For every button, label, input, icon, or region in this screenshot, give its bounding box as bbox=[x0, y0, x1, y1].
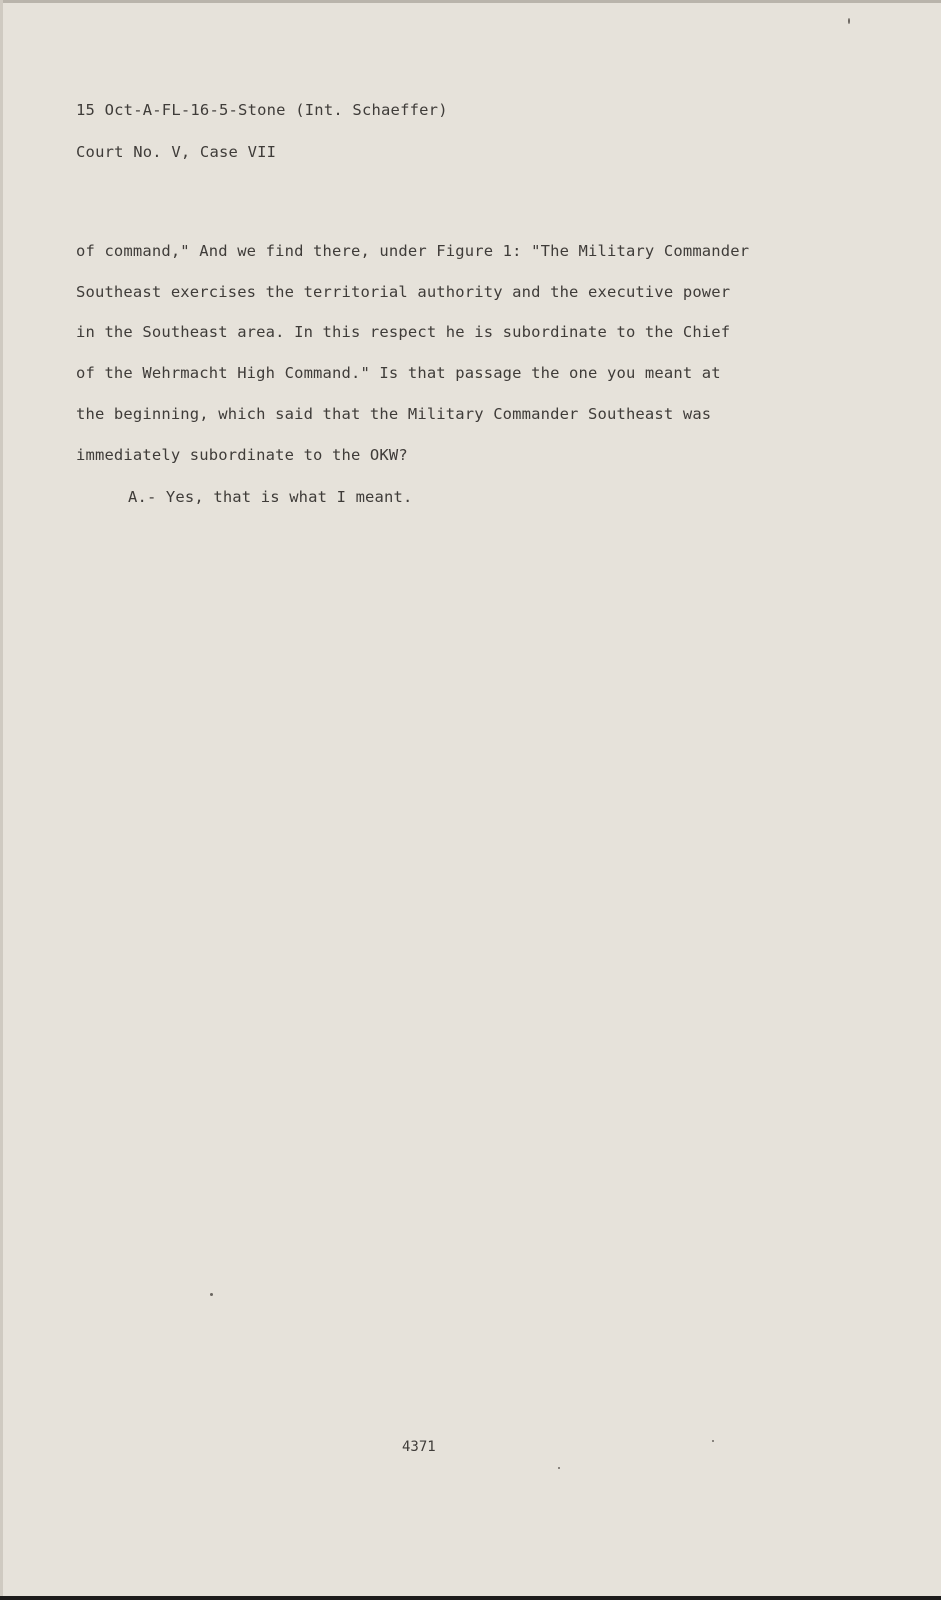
body-line: immediately subordinate to the OKW? bbox=[76, 446, 408, 464]
paper-speck bbox=[210, 1293, 213, 1296]
page-bottom-edge bbox=[0, 1596, 941, 1600]
paper-speck bbox=[848, 18, 850, 24]
body-line: of the Wehrmacht High Command." Is that passage the one you meant at bbox=[76, 364, 721, 382]
paper-speck bbox=[558, 1467, 560, 1469]
header-court-case: Court No. V, Case VII bbox=[76, 143, 277, 161]
body-line: in the Southeast area. In this respect he is subordinate to the Chief bbox=[76, 323, 731, 341]
body-line: of command," And we find there, under Figure 1: "The Military Commander bbox=[76, 242, 750, 260]
page-number: 4371 bbox=[402, 1439, 436, 1455]
answer-line: A.- Yes, that is what I meant. bbox=[128, 488, 413, 506]
paper-speck bbox=[712, 1440, 714, 1442]
page-top-edge bbox=[0, 0, 941, 3]
header-reference: 15 Oct-A-FL-16-5-Stone (Int. Schaeffer) bbox=[76, 101, 448, 119]
body-line: the beginning, which said that the Military Commander Southeast was bbox=[76, 405, 712, 423]
body-line: Southeast exercises the territorial authority and the executive power bbox=[76, 283, 731, 301]
page-left-edge bbox=[0, 0, 3, 1600]
